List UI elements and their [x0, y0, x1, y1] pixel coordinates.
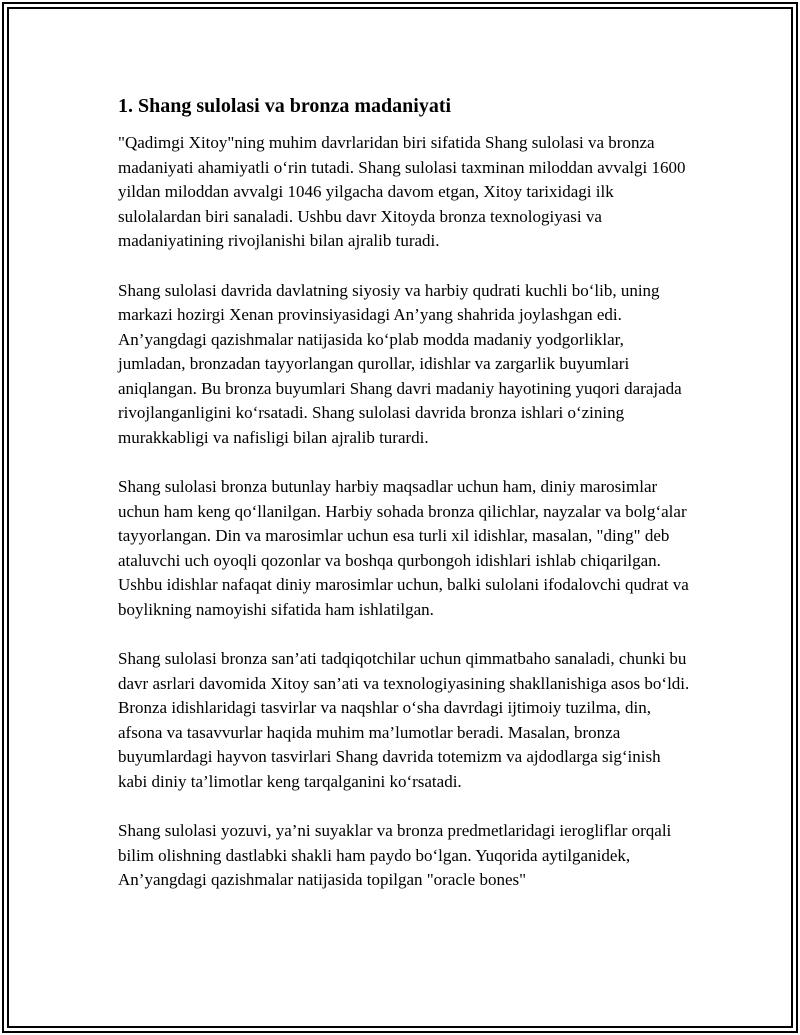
paragraph-4: Shang sulolasi bronza san’ati tadqiqotchilar uchun qimmatbaho sanaladi, chunki bu davr asrlari davomida Xitoy san’ati va texnologiyasining shakllanishiga asos bo‘ldi. Bronza idishlaridagi tasvirlar va naqshlar o‘sha davrdagi ijtimoiy tuzilma, din, afsona va tasavvurlar haqida muhim ma’lumotlar beradi. Masalan, bronza buyumlardagi hayvon tasvirlari Shang davrida totemizm va ajdodlarga sig‘inish kabi diniy ta’limotlar keng tarqalganini ko‘rsatadi. — [118, 649, 690, 791]
paragraph-1: "Qadimgi Xitoy"ning muhim davrlaridan biri sifatida Shang sulolasi va bronza madaniyati ahamiyatli o‘rin tutadi. Shang sulolasi taxminan miloddan avvalgi 1600 yildan miloddan avvalgi 1046 yilgacha davom etgan, Xitoy tarixidagi ilk sulolalardan biri sanaladi. Ushbu davr Xitoyda bronza texnologiyasi va madaniyatining rivojlanishi bilan ajralib turadi. — [118, 133, 686, 250]
document-body — [118, 92, 690, 918]
section-heading: 1. Shang sulolasi va bronza madaniyati — [118, 95, 452, 117]
paragraph-2: Shang sulolasi davrida davlatning siyosiy va harbiy qudrati kuchli bo‘lib, uning markazi hozirgi Xenan provinsiyasidagi An’yang shahrida joylashgan edi. An’yangdagi qazishmalar natijasida ko‘plab modda madaniy yodgorliklar, jumladan, bronzadan tayyorlangan qurollar, idishlar va zargarlik buyumlari aniqlangan. Bu bronza buyumlari Shang davri madaniy hayotining yuqori darajada rivojlanganligini ko‘rsatadi. Shang sulolasi davrida bronza ishlari o‘zining murakkabligi va nafisligi bilan ajralib turardi. — [118, 280, 682, 447]
paragraph-5: Shang sulolasi yozuvi, ya’ni suyaklar va bronza predmetlaridagi ierogliflar orqali bilim olishning dastlabki shakli ham paydo bo‘lgan. Yuqorida aytilganidek, An’yangdagi qazishmalar natijasida topilgan "oracle bones" — [118, 821, 672, 889]
paragraph-3: Shang sulolasi bronza butunlay harbiy maqsadlar uchun ham, diniy marosimlar uchun ham keng qo‘llanilgan. Harbiy sohada bronza qilichlar, nayzalar va bolg‘alar tayyorlangan. Din va marosimlar uchun esa turli xil idishlar, masalan, "ding" deb ataluvchi uch oyoqli qozonlar va boshqa qurbongoh idishlari ishlab chiqarilgan. Ushbu idishlar nafaqat diniy marosimlar uchun, balki sulolani ifodalovchi qudrat va boylikning namoyishi sifatida ham ishlatilgan. — [118, 477, 689, 619]
